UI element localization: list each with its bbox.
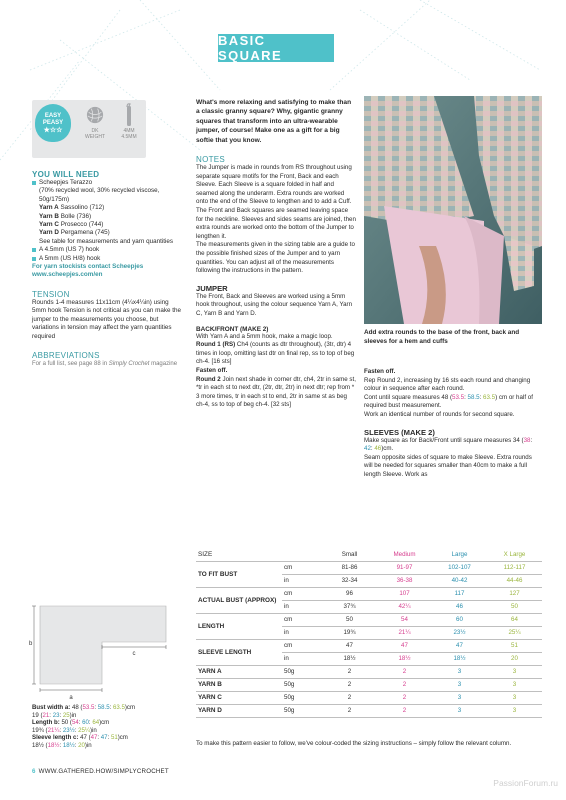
table-cell: 40-42 xyxy=(432,574,487,587)
see-table-note: See table for measurements and yarn quantities xyxy=(39,237,174,245)
fasten-off-1 xyxy=(196,367,356,376)
table-cell: 44-46 xyxy=(487,574,542,587)
sep: : xyxy=(109,704,113,711)
table-cell: 2 xyxy=(322,678,377,691)
abbr-text-c: magazine xyxy=(149,360,178,367)
hook-item-2: A 5mm (US H/8) hook xyxy=(32,255,182,263)
yarn-a-line xyxy=(32,204,182,212)
yarn-a-value: Sassolino (712) xyxy=(58,204,105,212)
table-cell: 42¼ xyxy=(377,600,432,613)
cont-sep-2: : xyxy=(479,393,484,401)
jumper-photo xyxy=(364,96,542,324)
unit: )in xyxy=(69,711,77,719)
table-cell: 3 xyxy=(432,691,487,704)
sleeve-length-in xyxy=(32,742,182,750)
continue-instruction xyxy=(364,394,540,411)
table-row xyxy=(196,613,542,626)
round-1-instruction xyxy=(196,341,356,367)
page-number: 6 xyxy=(32,768,36,775)
row-unit: 50g xyxy=(282,678,322,691)
yarn-b-value: Bolle (736) xyxy=(58,212,92,220)
diagram-label-b: b xyxy=(29,641,33,647)
round-2-label: Round 2 xyxy=(196,375,221,383)
table-cell: 60 xyxy=(432,613,487,626)
yarn-b-line xyxy=(32,213,182,221)
yarn-ball-icon xyxy=(86,106,104,124)
bust-in-xlarge: 25 xyxy=(62,711,70,719)
stockist-link[interactable]: www.scheepjes.com/en xyxy=(32,271,103,279)
sleeve-medium: 38 xyxy=(523,436,531,444)
row-unit: in xyxy=(282,574,322,587)
table-cell: 3 xyxy=(432,665,487,678)
header-unit xyxy=(282,548,322,561)
size-table xyxy=(196,548,542,718)
second-square-note: Work an identical number of rounds for second square. xyxy=(364,410,515,418)
table-colour-note: To make this pattern easier to follow, we've colour-coded the sizing instructions – simply follow the relevant column. xyxy=(196,740,512,747)
sep: : xyxy=(94,704,98,711)
fasten-off-label-2: Fasten off. xyxy=(364,368,396,375)
unit: )cm xyxy=(117,734,128,742)
header-xlarge: X Large xyxy=(487,548,542,561)
bust-width-label: Bust width a: xyxy=(32,704,71,711)
len-xlarge: 64 xyxy=(92,719,100,727)
yarn-d-value: Pergamena (745) xyxy=(58,229,110,237)
difficulty-line2: PEASY xyxy=(42,119,64,126)
unit: )cm xyxy=(124,704,136,711)
sleeve-text-b: )cm. xyxy=(381,445,394,453)
length-label: Length b: xyxy=(32,719,60,727)
bust-medium: 53.5 xyxy=(82,704,95,711)
table-cell: 91-97 xyxy=(377,561,432,574)
sl-in-large: 18½ xyxy=(62,741,75,749)
table-cell: 112-117 xyxy=(487,561,542,574)
yarn-name: Scheepjes Terazzo xyxy=(32,179,182,187)
unit: )in xyxy=(90,726,97,734)
unit: )cm xyxy=(99,719,110,727)
table-cell: 18½ xyxy=(377,652,432,665)
sep: : xyxy=(88,719,93,727)
fasten-off-label: Fasten off. xyxy=(196,366,228,374)
sl-large: 47 xyxy=(100,734,108,742)
table-cell: 127 xyxy=(487,587,542,600)
seam-instruction: Seam opposite sides of square to make Sleeve. Extra rounds will be needed for squares smaller than 40cm to make a full length Sleeve. Work as xyxy=(364,453,532,478)
round-1-label: Round 1 (RS) xyxy=(196,341,236,349)
main-text-column xyxy=(196,98,356,410)
table-cell: 81-86 xyxy=(322,561,377,574)
repeat-instruction: Rep Round 2, increasing by 16 sts each round and changing colour in sequence after each round. xyxy=(364,376,531,393)
right-text-column xyxy=(364,368,540,480)
table-cell: 2 xyxy=(377,665,432,678)
notes-paragraph-2: The measurements given in the sizing table are a guide to the possible finished sizes of the Jumper and to yarn quantities. You can adjust all of the measurements following the instructions in the pattern. xyxy=(196,241,355,275)
page-footer xyxy=(32,768,169,775)
table-cell: 47 xyxy=(432,639,487,652)
footer-url[interactable]: WWW.GATHERED.HOW/SIMPLYCROCHET xyxy=(38,768,169,775)
row-label: SLEEVE LENGTH xyxy=(196,639,282,665)
table-cell: 3 xyxy=(487,704,542,717)
table-cell: 50 xyxy=(487,600,542,613)
jumper-heading: JUMPER xyxy=(196,283,228,293)
page-title: BASIC SQUARE xyxy=(218,34,334,62)
sep: : xyxy=(59,741,63,749)
row-label: ACTUAL BUST (APPROX) xyxy=(196,587,282,613)
cont-sep-1: : xyxy=(464,393,468,401)
fasten-off-2 xyxy=(364,368,540,377)
abbreviations-heading: ABBREVIATIONS xyxy=(32,350,100,360)
sl-in-medium: 18½ xyxy=(47,741,60,749)
difficulty-line1: EASY xyxy=(44,112,62,119)
sleeve-text-a: Make square as for Back/Front until square measures 34 ( xyxy=(364,436,524,444)
hook-size-label xyxy=(114,128,144,140)
header-size: SIZE xyxy=(196,548,282,561)
bust-in-small: 19 ( xyxy=(32,711,43,719)
sep: : xyxy=(97,734,101,742)
row-label: TO FIT BUST xyxy=(196,561,282,587)
table-row xyxy=(196,704,542,717)
row-label: YARN D xyxy=(196,704,282,717)
len-in-small: 19¾ ( xyxy=(32,726,48,734)
watermark: PassionForum.ru xyxy=(493,778,558,788)
table-cell: 47 xyxy=(322,639,377,652)
difficulty-badge xyxy=(35,104,71,142)
sep: : xyxy=(74,726,79,734)
table-cell: 3 xyxy=(487,678,542,691)
table-cell: 2 xyxy=(377,678,432,691)
table-header-row xyxy=(196,548,542,561)
table-cell: 2 xyxy=(322,665,377,678)
sep: : xyxy=(59,726,63,734)
row-unit: cm xyxy=(282,587,322,600)
weight-label xyxy=(78,128,112,140)
photo-caption: Add extra rounds to the base of the front, back and sleeves for a hem and cuffs xyxy=(364,329,520,345)
you-will-need-heading: YOU WILL NEED xyxy=(32,170,100,179)
table-cell: 46 xyxy=(432,600,487,613)
table-cell: 2 xyxy=(322,691,377,704)
hook-line2: 4.5MM xyxy=(121,134,137,140)
bust-in-large: 23 xyxy=(52,711,60,719)
table-cell: 18½ xyxy=(432,652,487,665)
bust-width-cm xyxy=(32,704,182,712)
sleeve-large: 42 xyxy=(364,445,371,453)
table-row xyxy=(196,691,542,704)
table-cell: 117 xyxy=(432,587,487,600)
bust-large: 58.5 xyxy=(97,704,110,711)
sep: : xyxy=(59,711,63,719)
bust-xlarge: 63.5 xyxy=(113,704,125,711)
sl-in-small: 18½ ( xyxy=(32,741,48,749)
unit: )in xyxy=(84,741,92,749)
table-row xyxy=(196,678,542,691)
jumper-intro: The Front, Back and Sleeves are worked using a 5mm hook throughout, using the colour sequence Yarn A, Yarn C, Yarn B and Yarn D. xyxy=(196,292,353,317)
weight-line1: DK xyxy=(91,128,99,134)
sleeve-length-cm xyxy=(32,734,182,742)
diagram-measurements xyxy=(32,704,182,750)
row-unit: cm xyxy=(282,561,322,574)
intro-text: What's more relaxing and satisfying to make than a classic granny square? Why, gigantic granny squares that transform into an ultra-wearable jumper, of course! Make one as a gift for a big softie that you know. xyxy=(196,99,352,144)
sleeve-sep-2: : xyxy=(370,445,375,453)
len-medium: 54 xyxy=(71,719,79,727)
table-cell: 3 xyxy=(432,678,487,691)
length-cm xyxy=(32,719,182,727)
sleeve-xlarge: 46 xyxy=(374,445,382,453)
table-row xyxy=(196,639,542,652)
hook-line1: 4MM xyxy=(123,128,135,134)
table-cell: 2 xyxy=(377,691,432,704)
yarn-description: (70% recycled wool, 30% recycled viscose, 50g/175m) xyxy=(39,187,160,203)
row-label: YARN A xyxy=(196,665,282,678)
sep: : xyxy=(49,711,53,719)
table-cell: 64 xyxy=(487,613,542,626)
back-front-heading: BACK/FRONT (MAKE 2) xyxy=(196,325,269,333)
back-front-text: With Yarn A and a 5mm hook, make a magic loop. xyxy=(196,332,333,340)
yarn-c-label: Yarn C xyxy=(39,221,59,229)
sl-medium: 47 xyxy=(90,734,98,742)
table-cell: 107 xyxy=(377,587,432,600)
len-in-xlarge: 25¼ xyxy=(78,726,90,734)
table-cell: 32-34 xyxy=(322,574,377,587)
weight-line2: WEIGHT xyxy=(85,134,105,140)
row-label: YARN B xyxy=(196,678,282,691)
hook-item-1: A 4.5mm (US 7) hook xyxy=(32,246,182,254)
yarn-c-value: Prosecco (744) xyxy=(58,221,104,229)
table-cell: 50 xyxy=(322,613,377,626)
crochet-hook-icon xyxy=(124,103,134,127)
length-in xyxy=(32,727,182,735)
sep: : xyxy=(107,734,111,742)
yarn-c-line xyxy=(32,221,182,229)
row-unit: cm xyxy=(282,613,322,626)
row-label: LENGTH xyxy=(196,613,282,639)
sl-small: 47 ( xyxy=(78,734,91,742)
len-in-large: 23½ xyxy=(62,726,75,734)
sl-in-xlarge: 20 xyxy=(78,741,85,749)
bust-width-in xyxy=(32,712,182,720)
tension-text: Rounds 1-4 measures 11x11cm (4¼x4¼in) using 5mm hook Tension is not critical as you can make the jumper to the measurements you choose, but variations in tension may affect the yarn quantities required xyxy=(32,298,181,340)
abbreviations-text xyxy=(32,360,182,368)
cont-medium: 53.5 xyxy=(452,393,465,401)
round-2-instruction xyxy=(196,376,356,410)
yarn-d-line xyxy=(32,229,182,237)
sep: : xyxy=(74,741,79,749)
table-cell: 51 xyxy=(487,639,542,652)
row-unit: 50g xyxy=(282,704,322,717)
tension-heading: TENSION xyxy=(32,289,70,299)
row-unit: in xyxy=(282,600,322,613)
table-cell: 21¼ xyxy=(377,626,432,639)
yarn-a-label: Yarn A xyxy=(39,204,59,212)
sleeves-heading: SLEEVES (MAKE 2) xyxy=(364,427,435,437)
table-cell: 20 xyxy=(487,652,542,665)
cont-xlarge: 63.5 xyxy=(483,393,496,401)
len-in-medium: 21¼ xyxy=(47,726,60,734)
row-label: YARN C xyxy=(196,691,282,704)
jumper-schematic-diagram xyxy=(30,600,170,708)
round-2-text: Join next shade in corner dtr, ch4, 2tr in same st, *tr in each st to next dtr, (2tr, dtr, 2tr) in next dtr; rep from * 3 more times, tr in each st to end, 2tr in same st as beg ch-4, ss to top of beg ch-4. [32 sts] xyxy=(196,375,356,409)
table-cell: 96 xyxy=(322,587,377,600)
len-large: 60 xyxy=(82,719,89,727)
notes-paragraph-1: The Jumper is made in rounds from RS throughout using separate square motifs for the Front, Back and each Sleeve. Each Sleeve is a square folded in half and seamed along the underarm. Extra rounds are worked onto the end of the Sleeve to lengthen and to add a Cuff. The Front and Back squares are seamed leaving space for the neckline. Sleeves and sides seams are joined, then extra rounds are worked onto the bottom of the Jumper to lengthen it. xyxy=(196,164,356,240)
row-unit: in xyxy=(282,652,322,665)
diagram-label-a: a xyxy=(69,695,73,701)
cont-text-b: ) cm or half of required bust measurement. xyxy=(364,393,533,410)
stockists-note: For yarn stockists contact Scheepjes xyxy=(32,263,144,271)
sl-xlarge: 51 xyxy=(110,734,118,742)
table-cell: 37¾ xyxy=(322,600,377,613)
table-cell: 54 xyxy=(377,613,432,626)
sep: : xyxy=(78,719,83,727)
yarn-b-label: Yarn B xyxy=(39,212,59,220)
row-unit: 50g xyxy=(282,665,322,678)
table-cell: 19¾ xyxy=(322,626,377,639)
yarn-d-label: Yarn D xyxy=(39,229,59,237)
header-large: Large xyxy=(432,548,487,561)
table-cell: 25¼ xyxy=(487,626,542,639)
left-sidebar xyxy=(32,100,182,368)
table-cell: 3 xyxy=(487,691,542,704)
diagram-label-c: c xyxy=(132,651,136,657)
cont-text-a: Cont until square measures 48 ( xyxy=(364,393,453,401)
len-small: 50 ( xyxy=(59,719,72,727)
table-cell: 47 xyxy=(377,639,432,652)
row-unit: cm xyxy=(282,639,322,652)
abbr-text-a: For a full list, see page 88 in xyxy=(32,360,109,367)
header-medium: Medium xyxy=(377,548,432,561)
table-cell: 2 xyxy=(377,704,432,717)
notes-heading: NOTES xyxy=(196,155,226,165)
table-cell: 23½ xyxy=(432,626,487,639)
row-unit: in xyxy=(282,626,322,639)
table-row xyxy=(196,587,542,600)
cont-large: 58.5 xyxy=(467,393,480,401)
table-cell: 102-107 xyxy=(432,561,487,574)
sleeve-length-label: Sleeve length c: xyxy=(32,734,79,742)
bust-in-medium: 21 xyxy=(42,711,50,719)
table-cell: 3 xyxy=(432,704,487,717)
abbr-magazine-name: Simply Crochet xyxy=(108,360,150,367)
header-small: Small xyxy=(322,548,377,561)
table-cell: 18½ xyxy=(322,652,377,665)
table-cell: 2 xyxy=(322,704,377,717)
table-cell: 36-38 xyxy=(377,574,432,587)
sleeve-sep-1: : xyxy=(530,436,533,444)
round-1-text: Ch4 (counts as dtr throughout), (3tr, dtr) 4 times in loop, omitting last dtr on final rep, ss to top of beg ch-4. [16 sts] xyxy=(196,341,355,366)
info-badges xyxy=(32,100,146,158)
row-unit: 50g xyxy=(282,691,322,704)
bust-small: 48 ( xyxy=(70,704,83,711)
difficulty-stars: ★☆☆ xyxy=(43,126,63,134)
table-row xyxy=(196,561,542,574)
sleeve-instruction xyxy=(364,437,540,454)
table-cell: 3 xyxy=(487,665,542,678)
table-row xyxy=(196,665,542,678)
